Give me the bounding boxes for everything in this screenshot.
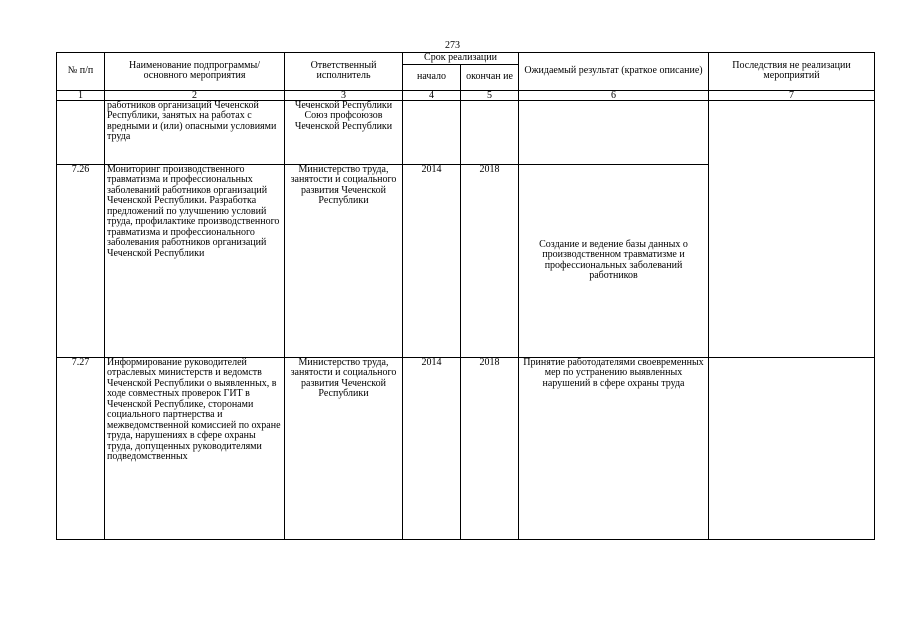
header-name: Наименование подпрограммы/ основного мероприятия bbox=[105, 53, 285, 91]
row-start: 2014 bbox=[403, 164, 461, 357]
column-number: 5 bbox=[461, 90, 519, 100]
row-end: 2018 bbox=[461, 164, 519, 357]
row-name: Информирование руководителей отраслевых министерств и ведомств Чеченской Республики о выявленных, в ходе совместных проверок ГИТ в Чеченской Республике, сторонами социального партнерства и межведомственной комиссией по охране труда, нарушениях в сфере охраны труда, допущенных руководителями подведомственных bbox=[105, 357, 285, 539]
column-number: 3 bbox=[285, 90, 403, 100]
column-number: 1 bbox=[57, 90, 105, 100]
header-period: Срок реализации bbox=[403, 53, 519, 65]
row-start bbox=[403, 100, 461, 164]
row-result: Принятие работодателями своевременных мер по устранению выявленных нарушений в сфере охраны труда bbox=[519, 357, 709, 539]
column-number: 6 bbox=[519, 90, 709, 100]
row-name: работников организаций Чеченской Республики, занятых на работах с вредными и (или) опасными условиями труда bbox=[105, 100, 285, 164]
program-table bbox=[56, 52, 875, 540]
row-consequences bbox=[709, 100, 875, 357]
row-start: 2014 bbox=[403, 357, 461, 539]
row-responsible: Министерство труда, занятости и социального развития Чеченской Республики bbox=[285, 164, 403, 357]
row-consequences bbox=[709, 357, 875, 539]
header-end: окончан ие bbox=[461, 64, 519, 90]
column-number: 4 bbox=[403, 90, 461, 100]
table-row bbox=[57, 100, 875, 164]
column-number: 7 bbox=[709, 90, 875, 100]
row-responsible: Чеченской Республики Союз профсоюзов Чеченской Республики bbox=[285, 100, 403, 164]
row-result bbox=[519, 100, 709, 164]
header-start: начало bbox=[403, 64, 461, 90]
row-end: 2018 bbox=[461, 357, 519, 539]
column-number: 2 bbox=[105, 90, 285, 100]
row-name: Мониторинг производственного травматизма и профессиональных заболеваний работников организаций Чеченской Республики. Разработка предложений по улучшению условий труда, профилактике производственного травматизма и профессионального заболевания работников организаций Чеченской Республики bbox=[105, 164, 285, 357]
row-responsible: Министерство труда, занятости и социального развития Чеченской Республики bbox=[285, 357, 403, 539]
row-end bbox=[461, 100, 519, 164]
column-number-row bbox=[57, 90, 875, 100]
page-number: 273 bbox=[445, 40, 460, 51]
header-result: Ожидаемый результат (краткое описание) bbox=[519, 53, 709, 91]
header-num: № п/п bbox=[57, 53, 105, 91]
header-responsible: Ответственный исполнитель bbox=[285, 53, 403, 91]
row-result: Создание и ведение базы данных о производственном травматизме и профессиональных заболеваний работников bbox=[519, 164, 709, 357]
row-num: 7.26 bbox=[57, 164, 105, 357]
table-row bbox=[57, 357, 875, 539]
row-num: 7.27 bbox=[57, 357, 105, 539]
header-consequences: Последствия не реализации мероприятий bbox=[709, 53, 875, 91]
row-num bbox=[57, 100, 105, 164]
